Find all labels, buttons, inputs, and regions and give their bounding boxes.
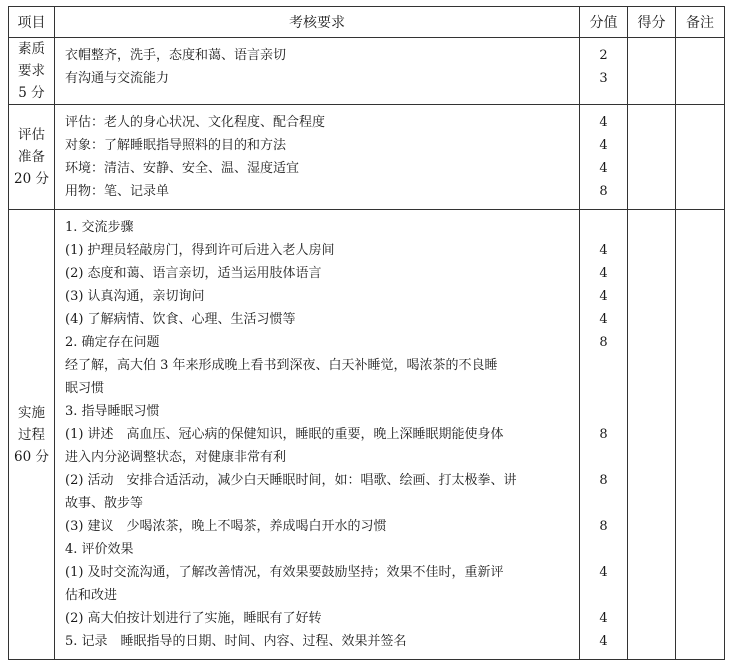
points-value: 4 bbox=[599, 312, 608, 327]
points-value bbox=[580, 584, 627, 607]
requirement-line: (2) 活动 安排合适活动，减少白天睡眠时间，如：唱歌、绘画、打太极拳、讲 bbox=[65, 473, 517, 488]
requirement-line: 3. 指导睡眠习惯 bbox=[65, 404, 160, 419]
requirement-line: 1. 交流步骤 bbox=[65, 220, 134, 235]
requirement-line: 4. 评价效果 bbox=[65, 542, 134, 557]
category-label: 5 分 bbox=[18, 85, 45, 101]
requirement-line: (1) 护理员轻敲房门，得到许可后进入老人房间 bbox=[65, 243, 335, 258]
points-value bbox=[580, 446, 627, 469]
requirement-line: 有沟通与交流能力 bbox=[65, 71, 170, 86]
category-label: 准备 bbox=[18, 149, 45, 165]
requirement-line: (4) 了解病情、饮食、心理、生活习惯等 bbox=[65, 312, 296, 327]
requirement-cell bbox=[55, 210, 580, 660]
section-category bbox=[9, 105, 55, 210]
remarks-cell[interactable] bbox=[676, 105, 725, 210]
points-value: 4 bbox=[599, 115, 608, 130]
section-row-quality bbox=[9, 38, 725, 105]
points-value: 2 bbox=[599, 48, 608, 63]
points-value: 8 bbox=[599, 427, 608, 442]
header-row bbox=[9, 7, 725, 38]
requirement-line: 经了解，高大伯 3 年来形成晚上看书到深夜、白天补睡觉，喝浓茶的不良睡 bbox=[65, 358, 498, 373]
header-item: 项目 bbox=[9, 7, 55, 38]
section-row-implementation bbox=[9, 210, 725, 660]
requirement-line: (2) 态度和蔼、语言亲切，适当运用肢体语言 bbox=[65, 266, 322, 281]
category-label: 素质 bbox=[18, 41, 45, 57]
requirement-line: (1) 及时交流沟通，了解改善情况，有效果要鼓励坚持；效果不佳时，重新评 bbox=[65, 565, 504, 580]
category-label: 60 分 bbox=[14, 448, 49, 465]
remarks-cell[interactable] bbox=[676, 38, 725, 105]
points-value: 4 bbox=[599, 243, 608, 258]
requirement-line: 眠习惯 bbox=[65, 381, 105, 396]
earned-cell[interactable] bbox=[628, 210, 676, 660]
requirement-line: 2. 确定存在问题 bbox=[65, 335, 160, 350]
requirement-line: 进入内分泌调整状态，对健康非常有利 bbox=[65, 450, 287, 465]
section-category bbox=[9, 210, 55, 660]
points-value bbox=[580, 377, 627, 400]
points-value bbox=[580, 354, 627, 377]
requirement-line: 评估：老人的身心状况、文化程度、配合程度 bbox=[65, 115, 326, 130]
category-label: 要求 bbox=[18, 63, 45, 79]
points-value: 4 bbox=[599, 266, 608, 281]
header-points: 分值 bbox=[580, 7, 628, 38]
requirement-line: 5. 记录 睡眠指导的日期、时间、内容、过程、效果并签名 bbox=[65, 634, 407, 649]
points-value: 4 bbox=[599, 138, 608, 153]
points-value bbox=[580, 492, 627, 515]
header-earned: 得分 bbox=[628, 7, 676, 38]
points-value: 3 bbox=[599, 71, 608, 86]
points-value: 8 bbox=[599, 473, 608, 488]
category-label: 实施 bbox=[18, 404, 45, 421]
requirement-line: (3) 建议 少喝浓茶，晚上不喝茶，养成喝白开水的习惯 bbox=[65, 519, 387, 534]
category-label: 20 分 bbox=[14, 171, 49, 187]
points-cell bbox=[580, 210, 628, 660]
points-value: 4 bbox=[599, 634, 608, 649]
requirement-line: 衣帽整齐，洗手，态度和蔼、语言亲切 bbox=[65, 48, 287, 63]
requirement-line: 用物：笔、记录单 bbox=[65, 184, 170, 199]
points-value: 8 bbox=[599, 335, 608, 350]
requirement-line: 估和改进 bbox=[65, 588, 118, 603]
requirement-line: 对象：了解睡眠指导照料的目的和方法 bbox=[65, 138, 287, 153]
points-value: 8 bbox=[599, 184, 608, 199]
requirement-line: (3) 认真沟通，亲切询问 bbox=[65, 289, 205, 304]
points-cell bbox=[580, 105, 628, 210]
section-row-assessment-prep bbox=[9, 105, 725, 210]
category-label: 评估 bbox=[18, 127, 45, 143]
points-value: 4 bbox=[599, 565, 608, 580]
remarks-cell[interactable] bbox=[676, 210, 725, 660]
points-value bbox=[580, 400, 627, 423]
header-remarks: 备注 bbox=[676, 7, 725, 38]
earned-cell[interactable] bbox=[628, 38, 676, 105]
earned-cell[interactable] bbox=[628, 105, 676, 210]
requirement-line: 故事、散步等 bbox=[65, 496, 144, 511]
points-value: 4 bbox=[599, 289, 608, 304]
requirement-line: (2) 高大伯按计划进行了实施，睡眠有了好转 bbox=[65, 611, 322, 626]
points-value bbox=[580, 216, 627, 239]
requirement-cell bbox=[55, 105, 580, 210]
requirement-line: 环境：清洁、安静、安全、温、湿度适宜 bbox=[65, 161, 300, 176]
assessment-table bbox=[8, 6, 725, 660]
header-requirement: 考核要求 bbox=[55, 7, 580, 38]
requirement-line: (1) 讲述 高血压、冠心病的保健知识，睡眠的重要，晚上深睡眠期能使身体 bbox=[65, 427, 504, 442]
points-cell bbox=[580, 38, 628, 105]
points-value bbox=[580, 538, 627, 561]
points-value: 8 bbox=[599, 519, 608, 534]
section-category bbox=[9, 38, 55, 105]
requirement-cell bbox=[55, 38, 580, 105]
points-value: 4 bbox=[599, 611, 608, 626]
category-label: 过程 bbox=[18, 426, 45, 443]
points-value: 4 bbox=[599, 161, 608, 176]
